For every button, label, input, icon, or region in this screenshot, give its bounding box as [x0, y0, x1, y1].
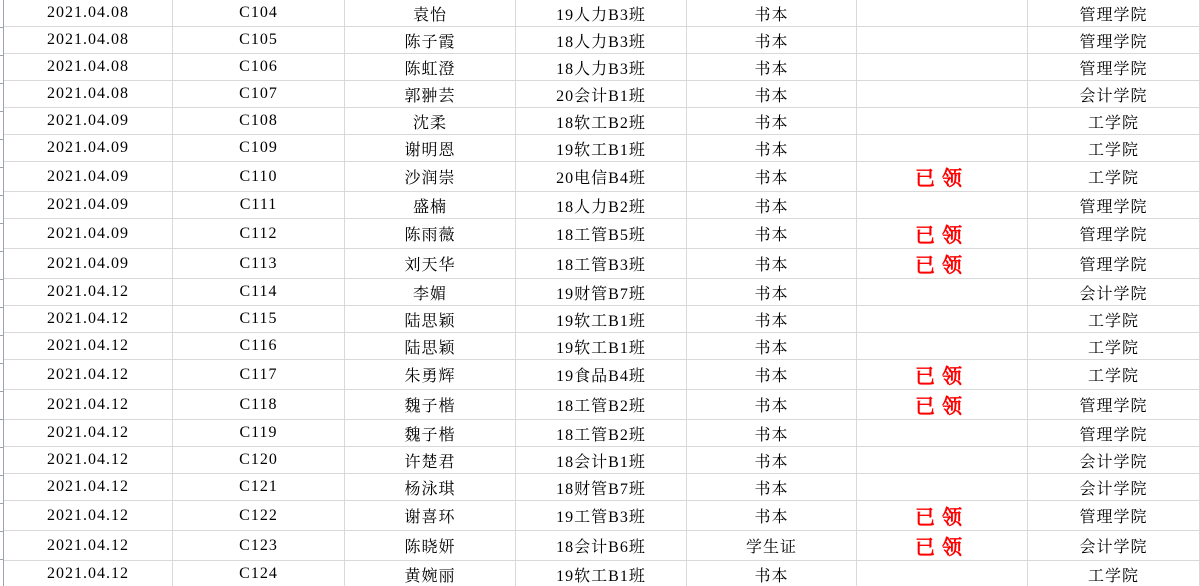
cell-status[interactable]: 已领: [857, 531, 1028, 561]
cell-name[interactable]: 李媚: [345, 279, 516, 306]
cell-date[interactable]: 2021.04.09: [4, 249, 173, 279]
cell-item[interactable]: 书本: [687, 192, 857, 219]
cell-item[interactable]: 书本: [687, 249, 857, 279]
cell-name[interactable]: 沙润崇: [345, 162, 516, 192]
cell-college[interactable]: 管理学院: [1028, 27, 1200, 54]
cell-college[interactable]: 管理学院: [1028, 0, 1200, 27]
cell-status[interactable]: [857, 27, 1028, 54]
cell-code[interactable]: C115: [173, 306, 345, 333]
table-row: [4, 108, 1200, 135]
cell-date[interactable]: 2021.04.12: [4, 474, 173, 501]
cell-class[interactable]: 19软工B1班: [516, 306, 687, 333]
cell-item[interactable]: 书本: [687, 420, 857, 447]
cell-item[interactable]: 书本: [687, 306, 857, 333]
cell-college[interactable]: 会计学院: [1028, 81, 1200, 108]
table-row: [4, 27, 1200, 54]
cell-item[interactable]: 书本: [687, 390, 857, 420]
cell-class[interactable]: 18软工B2班: [516, 108, 687, 135]
cell-college[interactable]: 会计学院: [1028, 279, 1200, 306]
cell-date[interactable]: 2021.04.09: [4, 162, 173, 192]
cell-status[interactable]: 已领: [857, 219, 1028, 249]
cell-date[interactable]: 2021.04.12: [4, 306, 173, 333]
cell-date[interactable]: 2021.04.12: [4, 333, 173, 360]
cell-code[interactable]: C114: [173, 279, 345, 306]
cell-name[interactable]: 刘天华: [345, 249, 516, 279]
table-row: [4, 360, 1200, 390]
cell-class[interactable]: 19软工B1班: [516, 135, 687, 162]
records-table-body: [4, 0, 1200, 586]
cell-name[interactable]: 魏子楷: [345, 390, 516, 420]
cell-date[interactable]: 2021.04.12: [4, 561, 173, 586]
cell-status[interactable]: [857, 0, 1028, 27]
cell-item[interactable]: 书本: [687, 135, 857, 162]
cell-class[interactable]: 18工管B2班: [516, 390, 687, 420]
cell-status[interactable]: [857, 108, 1028, 135]
cell-code[interactable]: C108: [173, 108, 345, 135]
cell-college[interactable]: 管理学院: [1028, 390, 1200, 420]
cell-item[interactable]: 书本: [687, 561, 857, 586]
cell-code[interactable]: C112: [173, 219, 345, 249]
cell-class[interactable]: 18工管B5班: [516, 219, 687, 249]
cell-class[interactable]: 19人力B3班: [516, 0, 687, 27]
cell-college[interactable]: 管理学院: [1028, 501, 1200, 531]
cell-name[interactable]: 陈子霞: [345, 27, 516, 54]
cell-status[interactable]: [857, 279, 1028, 306]
cell-name[interactable]: 谢明恩: [345, 135, 516, 162]
cell-date[interactable]: 2021.04.08: [4, 54, 173, 81]
cell-college[interactable]: 管理学院: [1028, 219, 1200, 249]
table-row: [4, 162, 1200, 192]
cell-status[interactable]: 已领: [857, 162, 1028, 192]
cell-name[interactable]: 郭翀芸: [345, 81, 516, 108]
cell-status[interactable]: [857, 420, 1028, 447]
cell-item[interactable]: 书本: [687, 360, 857, 390]
cell-code[interactable]: C119: [173, 420, 345, 447]
cell-name[interactable]: 谢喜环: [345, 501, 516, 531]
cell-name[interactable]: 魏子楷: [345, 420, 516, 447]
table-row: [4, 531, 1200, 561]
cell-item[interactable]: 书本: [687, 474, 857, 501]
cell-name[interactable]: 陆思颖: [345, 333, 516, 360]
cell-status[interactable]: [857, 81, 1028, 108]
cell-status[interactable]: [857, 135, 1028, 162]
cell-date[interactable]: 2021.04.09: [4, 108, 173, 135]
cell-code[interactable]: C105: [173, 27, 345, 54]
cell-status[interactable]: [857, 306, 1028, 333]
cell-college[interactable]: 会计学院: [1028, 531, 1200, 561]
cell-class[interactable]: 20会计B1班: [516, 81, 687, 108]
cell-date[interactable]: 2021.04.09: [4, 219, 173, 249]
cell-college[interactable]: 管理学院: [1028, 192, 1200, 219]
cell-date[interactable]: 2021.04.12: [4, 501, 173, 531]
cell-date[interactable]: 2021.04.12: [4, 390, 173, 420]
cell-name[interactable]: 沈柔: [345, 108, 516, 135]
cell-class[interactable]: 18工管B3班: [516, 249, 687, 279]
cell-status[interactable]: 已领: [857, 249, 1028, 279]
cell-class[interactable]: 18人力B3班: [516, 27, 687, 54]
cell-code[interactable]: C123: [173, 531, 345, 561]
cell-status[interactable]: 已领: [857, 501, 1028, 531]
cell-date[interactable]: 2021.04.12: [4, 531, 173, 561]
table-row: [4, 135, 1200, 162]
cell-item[interactable]: 书本: [687, 27, 857, 54]
cell-status[interactable]: 已领: [857, 390, 1028, 420]
cell-date[interactable]: 2021.04.12: [4, 360, 173, 390]
cell-name[interactable]: 黄婉丽: [345, 561, 516, 586]
cell-class[interactable]: 18会计B6班: [516, 531, 687, 561]
cell-status[interactable]: [857, 54, 1028, 81]
table-row: [4, 474, 1200, 501]
cell-date[interactable]: 2021.04.09: [4, 135, 173, 162]
table-row: [4, 0, 1200, 27]
cell-college[interactable]: 工学院: [1028, 333, 1200, 360]
cell-college[interactable]: 管理学院: [1028, 249, 1200, 279]
cell-item[interactable]: 书本: [687, 501, 857, 531]
cell-name[interactable]: 袁怡: [345, 0, 516, 27]
cell-date[interactable]: 2021.04.08: [4, 0, 173, 27]
cell-item[interactable]: 书本: [687, 54, 857, 81]
cell-college[interactable]: 工学院: [1028, 162, 1200, 192]
cell-name[interactable]: 陈雨薇: [345, 219, 516, 249]
cell-class[interactable]: 19工管B3班: [516, 501, 687, 531]
cell-college[interactable]: 会计学院: [1028, 474, 1200, 501]
cell-college[interactable]: 工学院: [1028, 108, 1200, 135]
cell-code[interactable]: C110: [173, 162, 345, 192]
cell-class[interactable]: 20电信B4班: [516, 162, 687, 192]
table-row: [4, 279, 1200, 306]
cell-name[interactable]: 陈晓妍: [345, 531, 516, 561]
cell-class[interactable]: 18会计B1班: [516, 447, 687, 474]
cell-date[interactable]: 2021.04.12: [4, 279, 173, 306]
cell-date[interactable]: 2021.04.12: [4, 420, 173, 447]
cell-name[interactable]: 许楚君: [345, 447, 516, 474]
table-row: [4, 420, 1200, 447]
cell-code[interactable]: C109: [173, 135, 345, 162]
cell-code[interactable]: C113: [173, 249, 345, 279]
cell-item[interactable]: 书本: [687, 0, 857, 27]
cell-code[interactable]: C111: [173, 192, 345, 219]
cell-class[interactable]: 18财管B7班: [516, 474, 687, 501]
cell-status[interactable]: [857, 192, 1028, 219]
cell-status[interactable]: [857, 561, 1028, 586]
cell-code[interactable]: C124: [173, 561, 345, 586]
cell-code[interactable]: C122: [173, 501, 345, 531]
cell-college[interactable]: 工学院: [1028, 306, 1200, 333]
cell-date[interactable]: 2021.04.08: [4, 27, 173, 54]
table-row: [4, 54, 1200, 81]
cell-code[interactable]: C104: [173, 0, 345, 27]
cell-item[interactable]: 学生证: [687, 531, 857, 561]
cell-item[interactable]: 书本: [687, 108, 857, 135]
cell-status[interactable]: 已领: [857, 360, 1028, 390]
table-row: [4, 306, 1200, 333]
table-row: [4, 333, 1200, 360]
cell-code[interactable]: C117: [173, 360, 345, 390]
table-row: [4, 447, 1200, 474]
cell-class[interactable]: 19软工B1班: [516, 561, 687, 586]
cell-college[interactable]: 会计学院: [1028, 447, 1200, 474]
cell-item[interactable]: 书本: [687, 279, 857, 306]
cell-status[interactable]: [857, 333, 1028, 360]
cell-date[interactable]: 2021.04.08: [4, 81, 173, 108]
cell-class[interactable]: 19财管B7班: [516, 279, 687, 306]
table-row: [4, 390, 1200, 420]
cell-college[interactable]: 工学院: [1028, 360, 1200, 390]
cell-date[interactable]: 2021.04.12: [4, 447, 173, 474]
cell-code[interactable]: C121: [173, 474, 345, 501]
cell-class[interactable]: 19食品B4班: [516, 360, 687, 390]
cell-status[interactable]: [857, 474, 1028, 501]
cell-item[interactable]: 书本: [687, 81, 857, 108]
records-table: [4, 0, 1200, 586]
cell-item[interactable]: 书本: [687, 162, 857, 192]
cell-class[interactable]: 18工管B2班: [516, 420, 687, 447]
table-row: [4, 501, 1200, 531]
cell-name[interactable]: 陆思颖: [345, 306, 516, 333]
cell-class[interactable]: 18人力B3班: [516, 54, 687, 81]
cell-name[interactable]: 朱勇辉: [345, 360, 516, 390]
table-row: [4, 192, 1200, 219]
cell-code[interactable]: C120: [173, 447, 345, 474]
cell-college[interactable]: 工学院: [1028, 561, 1200, 586]
cell-class[interactable]: 18人力B2班: [516, 192, 687, 219]
cell-name[interactable]: 盛楠: [345, 192, 516, 219]
table-row: [4, 219, 1200, 249]
cell-name[interactable]: 陈虹澄: [345, 54, 516, 81]
table-row: [4, 561, 1200, 586]
cell-college[interactable]: 管理学院: [1028, 420, 1200, 447]
cell-code[interactable]: C106: [173, 54, 345, 81]
cell-code[interactable]: C116: [173, 333, 345, 360]
cell-status[interactable]: [857, 447, 1028, 474]
table-row: [4, 249, 1200, 279]
cell-date[interactable]: 2021.04.09: [4, 192, 173, 219]
cell-item[interactable]: 书本: [687, 333, 857, 360]
cell-item[interactable]: 书本: [687, 447, 857, 474]
cell-class[interactable]: 19软工B1班: [516, 333, 687, 360]
cell-college[interactable]: 工学院: [1028, 135, 1200, 162]
cell-name[interactable]: 杨泳琪: [345, 474, 516, 501]
cell-code[interactable]: C118: [173, 390, 345, 420]
cell-college[interactable]: 管理学院: [1028, 54, 1200, 81]
cell-item[interactable]: 书本: [687, 219, 857, 249]
cell-code[interactable]: C107: [173, 81, 345, 108]
table-row: [4, 81, 1200, 108]
